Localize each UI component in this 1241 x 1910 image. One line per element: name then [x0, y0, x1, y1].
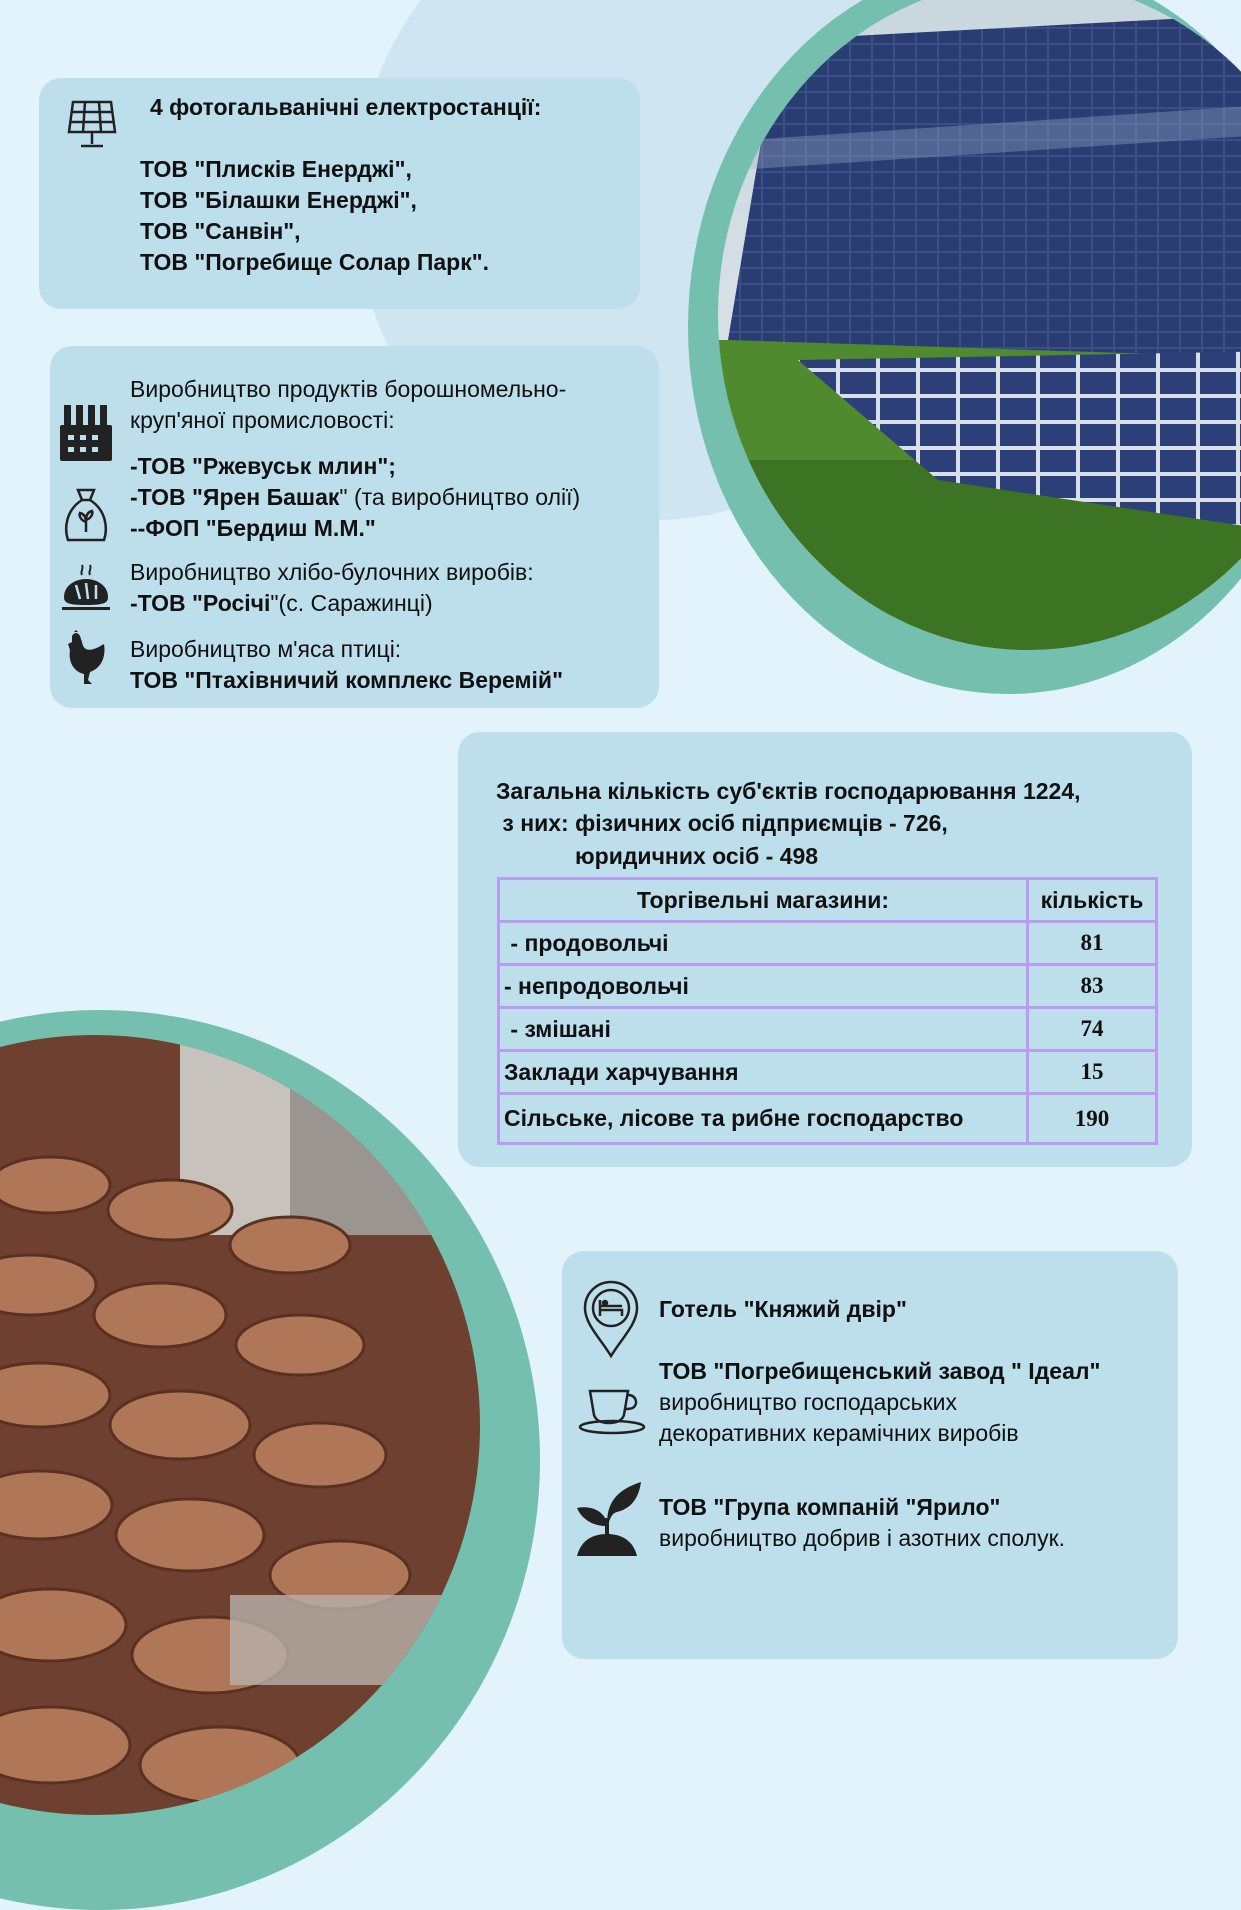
bakery-heading: Виробництво хлібо-булочних виробів:	[130, 559, 534, 585]
row-count: 190	[1028, 1094, 1157, 1144]
ceramics-description-2: декоративних керамічних виробів	[659, 1420, 1019, 1446]
ceramics-company: ТОВ "Погребищенський завод " Ідеал"	[659, 1358, 1101, 1384]
table-row	[499, 922, 1157, 965]
solar-panel-icon	[65, 100, 119, 155]
table-header-row	[499, 879, 1157, 922]
flour-company-2-note: " (та виробництво олії)	[339, 484, 581, 510]
flour-company-2	[130, 482, 580, 513]
table-row	[499, 1051, 1157, 1094]
bakery-company-name: -ТОВ "Росічі	[130, 590, 271, 616]
row-count: 74	[1028, 1008, 1157, 1051]
stats-legal-entities: юридичних осіб - 498	[575, 843, 819, 869]
flour-company-1: -ТОВ "Ржевуськ млин";	[130, 453, 396, 479]
solar-item: ТОВ "Санвін",	[140, 218, 301, 244]
solar-item: ТОВ "Білашки Енерджі",	[140, 187, 417, 213]
flour-heading: Виробництво продуктів борошномельно-	[130, 376, 567, 402]
flour-company-3: --ФОП "Бердиш М.М."	[130, 515, 376, 541]
flour-company-2-name: -ТОВ "Ярен Башак	[130, 484, 340, 510]
row-name: - непродовольчі	[499, 965, 1028, 1008]
header-count: кількість	[1028, 879, 1157, 922]
table-row	[499, 965, 1157, 1008]
ceramics-description: виробництво господарських	[659, 1389, 958, 1415]
stats-individuals: з них: фізичних осіб підприємців - 726,	[496, 810, 948, 836]
hotel-name: Готель "Княжий двір"	[659, 1296, 907, 1322]
chicken-icon	[64, 630, 108, 691]
bakery-company	[130, 588, 433, 619]
table-row	[499, 1094, 1157, 1144]
solar-item: ТОВ "Плисків Енерджі",	[140, 156, 412, 182]
fertilizer-description: виробництво добрив і азотних сполук.	[659, 1525, 1066, 1551]
table-row	[499, 1008, 1157, 1051]
row-count: 15	[1028, 1051, 1157, 1094]
row-name: Сільське, лісове та рибне господарство	[499, 1094, 1028, 1144]
bakery-company-note: "(с. Саражинці)	[270, 590, 433, 616]
row-count: 81	[1028, 922, 1157, 965]
flour-heading-2: круп'яної промисловості:	[130, 407, 395, 433]
grain-sack-icon	[62, 488, 110, 549]
bread-icon	[60, 563, 112, 616]
row-count: 83	[1028, 965, 1157, 1008]
row-name: - змішані	[499, 1008, 1028, 1051]
header-shops: Торгівельні магазини:	[499, 879, 1028, 922]
poultry-company: ТОВ "Птахівничий комплекс Веремій"	[130, 667, 563, 693]
solar-item: ТОВ "Погребище Солар Парк".	[140, 249, 490, 275]
solar-title: 4 фотогальванічні електростанції:	[150, 94, 542, 120]
sprout-icon	[573, 1480, 643, 1563]
factory-icon	[60, 405, 112, 466]
stats-total: Загальна кількість суб'єктів господарювання 1224,	[496, 778, 1081, 804]
row-name: Заклади харчування	[499, 1051, 1028, 1094]
poultry-heading: Виробництво м'яса птиці:	[130, 636, 402, 662]
cup-icon	[578, 1385, 646, 1440]
shops-table	[497, 877, 1158, 1145]
hotel-location-icon	[582, 1280, 640, 1363]
row-name: - продовольчі	[499, 922, 1028, 965]
fertilizer-company: ТОВ "Група компаній "Ярило"	[659, 1494, 1001, 1520]
